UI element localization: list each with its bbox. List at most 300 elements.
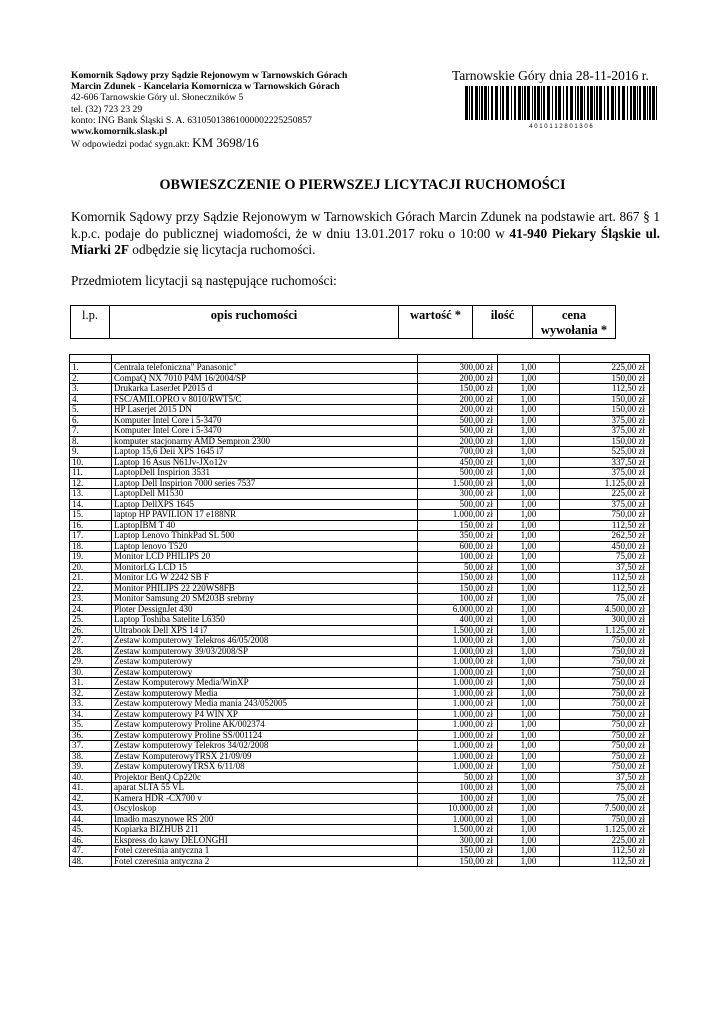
cell-desc: LaptopDell M1530: [112, 489, 418, 500]
barcode-bar: [611, 86, 614, 120]
cell-qty: 1,00: [498, 709, 560, 720]
barcode-bar: [649, 86, 651, 120]
barcode-bar: [469, 86, 470, 120]
barcode-bar: [594, 86, 595, 120]
barcode-bar: [543, 86, 545, 120]
cell-lp: 42.: [70, 793, 112, 804]
barcode-bar: [522, 86, 523, 120]
cell-value: 150,00 zł: [418, 573, 498, 584]
cell-lp: 14.: [70, 499, 112, 510]
letterhead: [71, 70, 431, 150]
cell-lp: 28.: [70, 646, 112, 657]
cell-price: 1.125,00 zł: [560, 825, 650, 836]
table-row: [70, 436, 650, 447]
barcode-bar: [633, 86, 636, 120]
table-row: [70, 730, 650, 741]
barcode-bar: [570, 86, 573, 120]
cell-desc: LaptopIBM T 40: [112, 520, 418, 531]
cell-price: 750,00 zł: [560, 510, 650, 521]
barcode-bar: [502, 86, 504, 120]
cell-value: 10.000,00 zł: [418, 804, 498, 815]
table-row: [70, 678, 650, 689]
org-website: www.komornik.slask.pl: [71, 126, 168, 138]
cell-value: 1.000,00 zł: [418, 720, 498, 731]
cell-desc: Centrala telefoniczna" Panasonic": [112, 363, 418, 374]
cell-price: 75,00 zł: [560, 783, 650, 794]
cell-desc: komputer stacjonarny AMD Sempron 2300: [112, 436, 418, 447]
cell-qty: 1,00: [498, 541, 560, 552]
table-row: [70, 426, 650, 437]
table-row: [70, 657, 650, 668]
cell-value: 1.000,00 zł: [418, 678, 498, 689]
cell-price: 112,50 zł: [560, 520, 650, 531]
cell-lp: 4.: [70, 394, 112, 405]
barcode-bar: [481, 86, 483, 120]
cell-value: 1.000,00 zł: [418, 814, 498, 825]
barcode-bar: [639, 86, 641, 120]
cell-qty: 1,00: [498, 699, 560, 710]
cell-value: 1.000,00 zł: [418, 510, 498, 521]
cell-value: 1.000,00 zł: [418, 751, 498, 762]
table-row: [70, 510, 650, 521]
table-row: [70, 457, 650, 468]
cell-lp: 26.: [70, 625, 112, 636]
cell-value: 500,00 zł: [418, 468, 498, 479]
cell-qty: 1,00: [498, 405, 560, 416]
cell-lp: 5.: [70, 405, 112, 416]
barcode-bars: [465, 86, 657, 120]
document-title: OBWIESZCZENIE O PIERWSZEJ LICYTACJI RUCHOMOŚCI: [159, 177, 566, 193]
cell-price: 750,00 zł: [560, 741, 650, 752]
cell-desc: aparat SLTA 55 VL: [112, 783, 418, 794]
org-address: 42-606 Tarnowskie Góry ul. Słoneczników 5: [71, 92, 244, 104]
barcode-bar: [518, 86, 521, 120]
cell-qty: 1,00: [498, 688, 560, 699]
cell-lp: 44.: [70, 814, 112, 825]
barcode-bar: [547, 86, 550, 120]
cell-price: 375,00 zł: [560, 499, 650, 510]
cell-qty: 1,00: [498, 457, 560, 468]
cell-price: 375,00 zł: [560, 426, 650, 437]
cell-lp: 19.: [70, 552, 112, 563]
cell-desc: Zestaw komputerowy Proline SS/001124: [112, 730, 418, 741]
barcode-bar: [506, 86, 509, 120]
cell-lp: 21.: [70, 573, 112, 584]
cell-qty: 1,00: [498, 636, 560, 647]
barcode-bar: [511, 86, 512, 120]
barcode-bar: [647, 86, 648, 120]
cell-value: 1.000,00 zł: [418, 699, 498, 710]
cell-value: 1.000,00 zł: [418, 657, 498, 668]
cell-desc: Zestaw KomputerowyTRSX 21/09/09: [112, 751, 418, 762]
cell-desc: Kamera HDR -CX700 v: [112, 793, 418, 804]
items-table-header: [70, 305, 616, 339]
barcode-bar: [488, 86, 489, 120]
cell-desc: Projektor BenQ Cp220c: [112, 772, 418, 783]
barcode-bar: [500, 86, 501, 120]
cell-desc: MonitorLG LCD 15: [112, 562, 418, 573]
barcode-bar: [524, 86, 526, 120]
col-header-desc: opis ruchomości: [110, 306, 399, 339]
cell-price: 750,00 zł: [560, 699, 650, 710]
cell-qty: 1,00: [498, 594, 560, 605]
cell-desc: HP Laserjet 2015 DN: [112, 405, 418, 416]
cell-qty: 1,00: [498, 468, 560, 479]
cell-price: 750,00 zł: [560, 688, 650, 699]
cell-lp: 47.: [70, 846, 112, 857]
cell-qty: 1,00: [498, 814, 560, 825]
cell-price: 37,50 zł: [560, 772, 650, 783]
table-row: [70, 667, 650, 678]
table-row: [70, 804, 650, 815]
barcode-bar: [475, 86, 478, 120]
cell-price: 150,00 zł: [560, 436, 650, 447]
cell-desc: Zestaw komputerowyTRSX 6/11/08: [112, 762, 418, 773]
barcode-bar: [577, 86, 579, 120]
table-row: [70, 814, 650, 825]
barcode-image: [463, 86, 659, 130]
cell-price: 1.125,00 zł: [560, 625, 650, 636]
cell-price: 300,00 zł: [560, 615, 650, 626]
cell-price: 375,00 zł: [560, 468, 650, 479]
table-row: [70, 604, 650, 615]
cell-desc: Monitor LG W 2242 SB F: [112, 573, 418, 584]
cell-lp: 37.: [70, 741, 112, 752]
cell-lp: 18.: [70, 541, 112, 552]
cell-desc: Laptop Lenovo ThinkPad SL 500: [112, 531, 418, 542]
cell-lp: 35.: [70, 720, 112, 731]
cell-qty: 1,00: [498, 373, 560, 384]
cell-lp: 27.: [70, 636, 112, 647]
table-row: [70, 636, 650, 647]
table-row: [70, 363, 650, 374]
barcode-bar: [479, 86, 480, 120]
cell-value: 50,00 zł: [418, 562, 498, 573]
cell-qty: 1,00: [498, 804, 560, 815]
cell-qty: 1,00: [498, 720, 560, 731]
table-row: [70, 751, 650, 762]
cell-lp: 43.: [70, 804, 112, 815]
table-row: [70, 720, 650, 731]
cell-qty: 1,00: [498, 741, 560, 752]
cell-desc: Zestaw komputerowy Media: [112, 688, 418, 699]
col-header-price-line1: cena: [561, 308, 587, 322]
cell-desc: Zestaw komputerowy: [112, 667, 418, 678]
cell-qty: 1,00: [498, 846, 560, 857]
cell-value: 1.000,00 zł: [418, 762, 498, 773]
cell-desc: Monitor PHILIPS 22 220WS8FB: [112, 583, 418, 594]
barcode-bar: [590, 86, 593, 120]
cell-lp: 40.: [70, 772, 112, 783]
table-row: [70, 615, 650, 626]
org-phone: tel. (32) 723 23 29: [71, 103, 143, 115]
cell-price: 750,00 zł: [560, 720, 650, 731]
cell-value: 450,00 zł: [418, 457, 498, 468]
table-row: [70, 384, 650, 395]
cell-desc: Zestaw komputerowy 39/03/2008/SP: [112, 646, 418, 657]
cell-price: 150,00 zł: [560, 373, 650, 384]
barcode-bar: [471, 86, 473, 120]
table-row: [70, 573, 650, 584]
cell-desc: Laptop 15,6 Deii XPS 1645 i7: [112, 447, 418, 458]
table-row: [70, 552, 650, 563]
cell-qty: 1,00: [498, 415, 560, 426]
cell-qty: 1,00: [498, 447, 560, 458]
cell-qty: 1,00: [498, 499, 560, 510]
cell-value: 300,00 zł: [418, 489, 498, 500]
cell-qty: 1,00: [498, 657, 560, 668]
barcode-bar: [627, 86, 628, 120]
cell-value: 1.500,00 zł: [418, 625, 498, 636]
cell-qty: 1,00: [498, 678, 560, 689]
table-row: [70, 646, 650, 657]
barcode-bar: [643, 86, 646, 120]
barcode-bar: [566, 86, 568, 120]
table-row: [70, 499, 650, 510]
table-row: [70, 478, 650, 489]
cell-qty: 1,00: [498, 436, 560, 447]
cell-qty: 1,00: [498, 856, 560, 867]
cell-lp: 48.: [70, 856, 112, 867]
cell-value: 100,00 zł: [418, 783, 498, 794]
table-row: [70, 688, 650, 699]
cell-value: 500,00 zł: [418, 415, 498, 426]
case-reference-number: KM 3698/16: [192, 135, 259, 151]
barcode-bar: [541, 86, 542, 120]
cell-price: 525,00 zł: [560, 447, 650, 458]
cell-desc: Monitor Samsung 20 SM203B srebrny: [112, 594, 418, 605]
cell-lp: 38.: [70, 751, 112, 762]
cell-desc: Laptop 16 Asus N61Jv-JXo12v: [112, 457, 418, 468]
cell-qty: 1,00: [498, 478, 560, 489]
cell-lp: 2.: [70, 373, 112, 384]
cell-value: 700,00 zł: [418, 447, 498, 458]
col-header-value: wartość *: [399, 306, 473, 339]
table-row: [70, 562, 650, 573]
table-row: [70, 405, 650, 416]
cell-qty: 1,00: [498, 426, 560, 437]
cell-price: 337,50 zł: [560, 457, 650, 468]
cell-lp: 13.: [70, 489, 112, 500]
cell-desc: Ultrabook Dell XPS 14 i7: [112, 625, 418, 636]
cell-value: 1.000,00 zł: [418, 730, 498, 741]
barcode-bar: [630, 86, 632, 120]
intro-paragraph: [71, 209, 660, 259]
table-row: [70, 783, 650, 794]
barcode-bar: [534, 86, 536, 120]
cell-value: 400,00 zł: [418, 615, 498, 626]
cell-desc: Ploter DessignJet 430: [112, 604, 418, 615]
cell-qty: 1,00: [498, 604, 560, 615]
cell-desc: Zestaw komputerowy: [112, 657, 418, 668]
barcode-bar: [615, 86, 616, 120]
cell-lp: 3.: [70, 384, 112, 395]
table-row: [70, 846, 650, 857]
cell-lp: 25.: [70, 615, 112, 626]
cell-lp: 12.: [70, 478, 112, 489]
cell-qty: 1,00: [498, 772, 560, 783]
cell-price: 37,50 zł: [560, 562, 650, 573]
table-row: [70, 741, 650, 752]
cell-value: 200,00 zł: [418, 373, 498, 384]
auction-location: 41-940 Piekary Śląskie ul. Miarki 2F: [71, 225, 660, 257]
cell-price: 750,00 zł: [560, 762, 650, 773]
table-row: [70, 793, 650, 804]
barcode-bar: [580, 86, 583, 120]
cell-qty: 1,00: [498, 384, 560, 395]
cell-lp: 20.: [70, 562, 112, 573]
cell-value: 150,00 zł: [418, 384, 498, 395]
cell-price: 750,00 zł: [560, 751, 650, 762]
cell-lp: 6.: [70, 415, 112, 426]
table-row: [70, 415, 650, 426]
table-row: [70, 762, 650, 773]
cell-value: 350,00 zł: [418, 531, 498, 542]
cell-qty: 1,00: [498, 520, 560, 531]
cell-desc: Zestaw komputerowy Media mania 243/052005: [112, 699, 418, 710]
cell-lp: 9.: [70, 447, 112, 458]
cell-price: 112,50 zł: [560, 384, 650, 395]
cell-lp: 8.: [70, 436, 112, 447]
barcode-bar: [596, 86, 598, 120]
table-spacer-row: [70, 355, 650, 363]
cell-value: 200,00 zł: [418, 394, 498, 405]
cell-lp: 1.: [70, 363, 112, 374]
cell-lp: 16.: [70, 520, 112, 531]
cell-qty: 1,00: [498, 646, 560, 657]
barcode-bar: [622, 86, 625, 120]
cell-desc: Zestaw komputerowy Telekros 46/05/2008: [112, 636, 418, 647]
cell-desc: Drukarka LaserJet P2015 d: [112, 384, 418, 395]
cell-desc: Zestaw Komputerowy Media/WinXP: [112, 678, 418, 689]
barcode-bar: [532, 86, 533, 120]
org-name-line1: Komornik Sądowy przy Sądzie Rejonowym w Tarnowskich Górach: [71, 70, 348, 81]
col-header-qty: ilość: [473, 306, 533, 339]
cell-value: 50,00 zł: [418, 772, 498, 783]
cell-price: 112,50 zł: [560, 583, 650, 594]
cell-qty: 1,00: [498, 835, 560, 846]
cell-value: 150,00 zł: [418, 846, 498, 857]
cell-price: 75,00 zł: [560, 552, 650, 563]
cell-qty: 1,00: [498, 552, 560, 563]
cell-value: 300,00 zł: [418, 835, 498, 846]
cell-value: 1.000,00 zł: [418, 636, 498, 647]
cell-lp: 22.: [70, 583, 112, 594]
barcode-bar: [558, 86, 561, 120]
cell-lp: 11.: [70, 468, 112, 479]
cell-desc: Monitor LCD PHILIPS 20: [112, 552, 418, 563]
cell-lp: 30.: [70, 667, 112, 678]
cell-price: 225,00 zł: [560, 835, 650, 846]
cell-price: 4.500,00 zł: [560, 604, 650, 615]
cell-qty: 1,00: [498, 573, 560, 584]
cell-lp: 41.: [70, 783, 112, 794]
col-header-lp: l.p.: [71, 306, 110, 339]
cell-desc: Laptop lenovo T520: [112, 541, 418, 552]
cell-lp: 32.: [70, 688, 112, 699]
cell-qty: 1,00: [498, 730, 560, 741]
subject-line: Przedmiotem licytacji są następujące ruchomości:: [71, 273, 337, 288]
table-row: [70, 594, 650, 605]
cell-desc: Laptop Dell Inspirion 7000 series 7537: [112, 478, 418, 489]
place-and-date: Tarnowskie Góry dnia 28-11-2016 r.: [452, 68, 649, 83]
cell-desc: Fotel czereśnia antyczna 1: [112, 846, 418, 857]
barcode-bar: [491, 86, 493, 120]
cell-price: 750,00 zł: [560, 678, 650, 689]
cell-desc: CompaQ NX 7010 P4M 16/2004/SP: [112, 373, 418, 384]
cell-price: 112,50 zł: [560, 573, 650, 584]
cell-desc: laptop HP PAVILION 17 e188NR: [112, 510, 418, 521]
cell-price: 112,50 zł: [560, 856, 650, 867]
case-reference-label: W odpowiedzi podać sygn.akt:: [71, 139, 190, 151]
cell-value: 150,00 zł: [418, 520, 498, 531]
cell-lp: 45.: [70, 825, 112, 836]
table-row: [70, 373, 650, 384]
cell-value: 1.500,00 zł: [418, 825, 498, 836]
cell-qty: 1,00: [498, 751, 560, 762]
cell-desc: Imadło maszynowe RS 200: [112, 814, 418, 825]
cell-price: 225,00 zł: [560, 363, 650, 374]
cell-desc: Ekspress do kawy DELONGHI: [112, 835, 418, 846]
cell-price: 7.500,00 zł: [560, 804, 650, 815]
cell-qty: 1,00: [498, 489, 560, 500]
cell-qty: 1,00: [498, 783, 560, 794]
cell-lp: 31.: [70, 678, 112, 689]
cell-lp: 15.: [70, 510, 112, 521]
cell-qty: 1,00: [498, 762, 560, 773]
cell-qty: 1,00: [498, 394, 560, 405]
cell-price: 112,50 zł: [560, 846, 650, 857]
cell-value: 100,00 zł: [418, 552, 498, 563]
cell-lp: 39.: [70, 762, 112, 773]
cell-lp: 17.: [70, 531, 112, 542]
cell-price: 75,00 zł: [560, 594, 650, 605]
cell-price: 150,00 zł: [560, 405, 650, 416]
table-row: [70, 447, 650, 458]
barcode-bar: [563, 86, 564, 120]
table-row: [70, 531, 650, 542]
cell-lp: 29.: [70, 657, 112, 668]
cell-qty: 1,00: [498, 363, 560, 374]
barcode-bar: [587, 86, 589, 120]
cell-qty: 1,00: [498, 562, 560, 573]
table-row: [70, 772, 650, 783]
table-row: [70, 825, 650, 836]
cell-price: 750,00 zł: [560, 657, 650, 668]
cell-desc: LaptopDell Inspirion 3531: [112, 468, 418, 479]
barcode-bar: [527, 86, 530, 120]
cell-value: 100,00 zł: [418, 594, 498, 605]
table-row: [70, 394, 650, 405]
barcode-bar: [652, 86, 655, 120]
cell-value: 1.000,00 zł: [418, 667, 498, 678]
case-reference: [71, 137, 431, 150]
cell-price: 750,00 zł: [560, 709, 650, 720]
table-row: [70, 709, 650, 720]
barcode-bar: [637, 86, 638, 120]
barcode-bar: [604, 86, 605, 120]
cell-lp: 34.: [70, 709, 112, 720]
cell-qty: 1,00: [498, 583, 560, 594]
cell-value: 500,00 zł: [418, 426, 498, 437]
barcode-bar: [575, 86, 576, 120]
cell-lp: 23.: [70, 594, 112, 605]
org-bank-account: konto: ING Bank Śląski S. A. 63105013861000002225250857: [71, 114, 312, 126]
barcode-bar: [584, 86, 585, 120]
cell-desc: Zestaw komputerowy Telekros 34/02/2008: [112, 741, 418, 752]
barcode-bar: [552, 86, 553, 120]
items-table-body: [70, 355, 650, 867]
